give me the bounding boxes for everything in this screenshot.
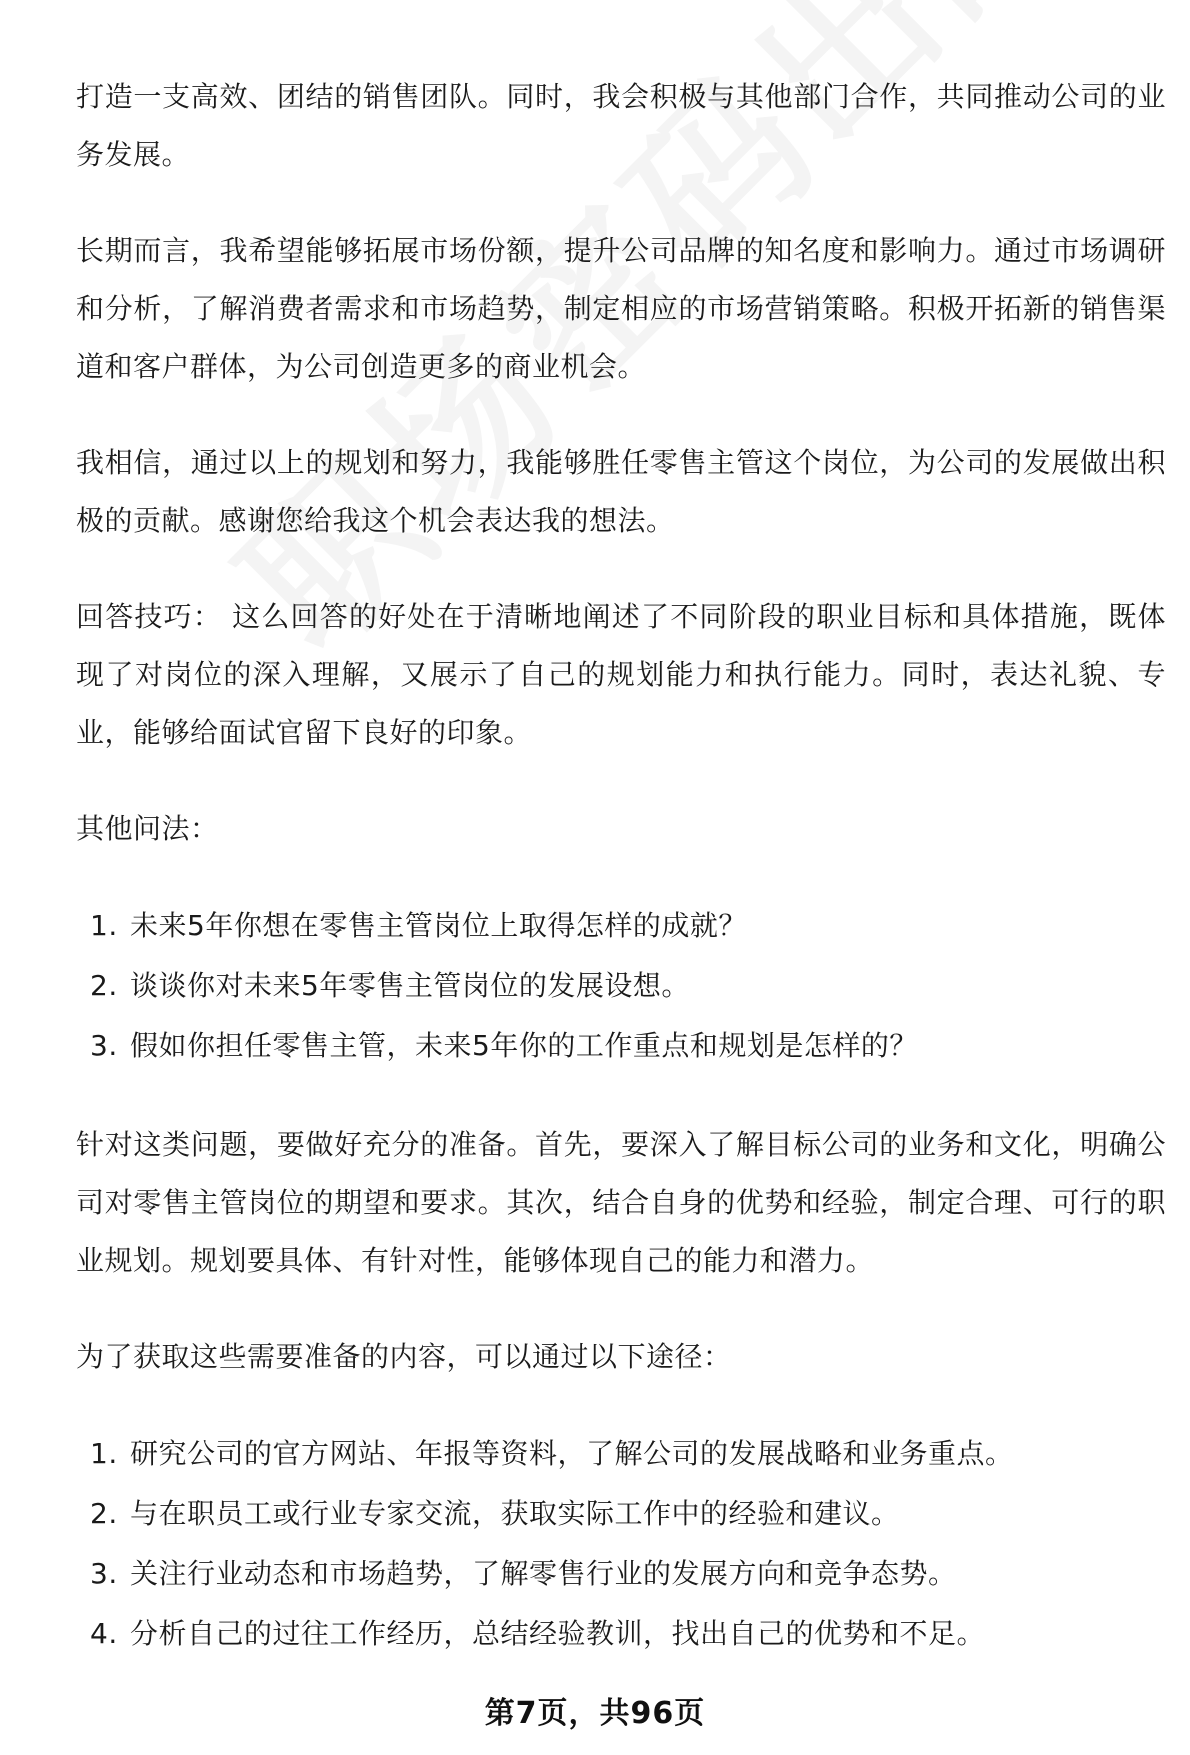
list-item-number: 4. — [90, 1617, 118, 1650]
paragraph-team: 打造一支高效、团结的销售团队。同时，我会积极与其他部门合作，共同推动公司的业务发展。 — [76, 80, 1166, 171]
list-item-text: 分析自己的过往工作经历，总结经验教训，找出自己的优势和不足。 — [130, 1617, 986, 1650]
list-item — [76, 1424, 1166, 1484]
list-item — [76, 1544, 1166, 1604]
list-item — [76, 896, 1166, 956]
list-item-text: 假如你担任零售主管，未来5年你的工作重点和规划是怎样的？ — [130, 1029, 918, 1062]
paragraph-preparation: 针对这类问题，要做好充分的准备。首先，要深入了解目标公司的业务和文化，明确公司对零售主管岗位的期望和要求。其次，结合自身的优势和经验，制定合理、可行的职业规划。规划要具体、有针对性，能够体现自己的能力和潜力。 — [76, 1128, 1166, 1277]
list-item-text: 未来5年你想在零售主管岗位上取得怎样的成就？ — [130, 909, 747, 942]
list-item-number: 1. — [90, 1437, 118, 1470]
list-item — [76, 1604, 1166, 1664]
paragraph-channels-heading: 为了获取这些需要准备的内容，可以通过以下途径： — [76, 1340, 732, 1373]
list-item-number: 3. — [90, 1029, 118, 1062]
prep-steps-list — [76, 1424, 1166, 1664]
page-number-footer: 第7页，共96页 — [484, 1696, 706, 1731]
list-item-text: 关注行业动态和市场趋势，了解零售行业的发展方向和竞争态势。 — [130, 1557, 957, 1590]
list-item-text: 与在职员工或行业专家交流，获取实际工作中的经验和建议。 — [130, 1497, 900, 1530]
list-item-text: 谈谈你对未来5年零售主管岗位的发展设想。 — [130, 969, 690, 1002]
list-item — [76, 1484, 1166, 1544]
page-content — [76, 68, 1166, 1704]
list-item-number: 2. — [90, 969, 118, 1002]
list-item-number: 1. — [90, 909, 118, 942]
list-item-number: 3. — [90, 1557, 118, 1590]
paragraph-answer-tips: 回答技巧： 这么回答的好处在于清晰地阐述了不同阶段的职业目标和具体措施，既体现了对岗位的深入理解，又展示了自己的规划能力和执行能力。同时，表达礼貌、专业，能够给面试官留下良好的印象。 — [76, 600, 1166, 749]
other-questions-list — [76, 896, 1166, 1076]
list-item-number: 2. — [90, 1497, 118, 1530]
list-item — [76, 956, 1166, 1016]
paragraph-long-term: 长期而言，我希望能够拓展市场份额，提升公司品牌的知名度和影响力。通过市场调研和分析，了解消费者需求和市场趋势，制定相应的市场营销策略。积极开拓新的销售渠道和客户群体，为公司创造更多的商业机会。 — [76, 234, 1166, 383]
paragraph-other-questions-heading: 其他问法： — [76, 812, 219, 845]
list-item-text: 研究公司的官方网站、年报等资料，了解公司的发展战略和业务重点。 — [130, 1437, 1014, 1470]
list-item — [76, 1016, 1166, 1076]
paragraph-conclusion: 我相信，通过以上的规划和努力，我能够胜任零售主管这个岗位，为公司的发展做出积极的贡献。感谢您给我这个机会表达我的想法。 — [76, 446, 1166, 537]
